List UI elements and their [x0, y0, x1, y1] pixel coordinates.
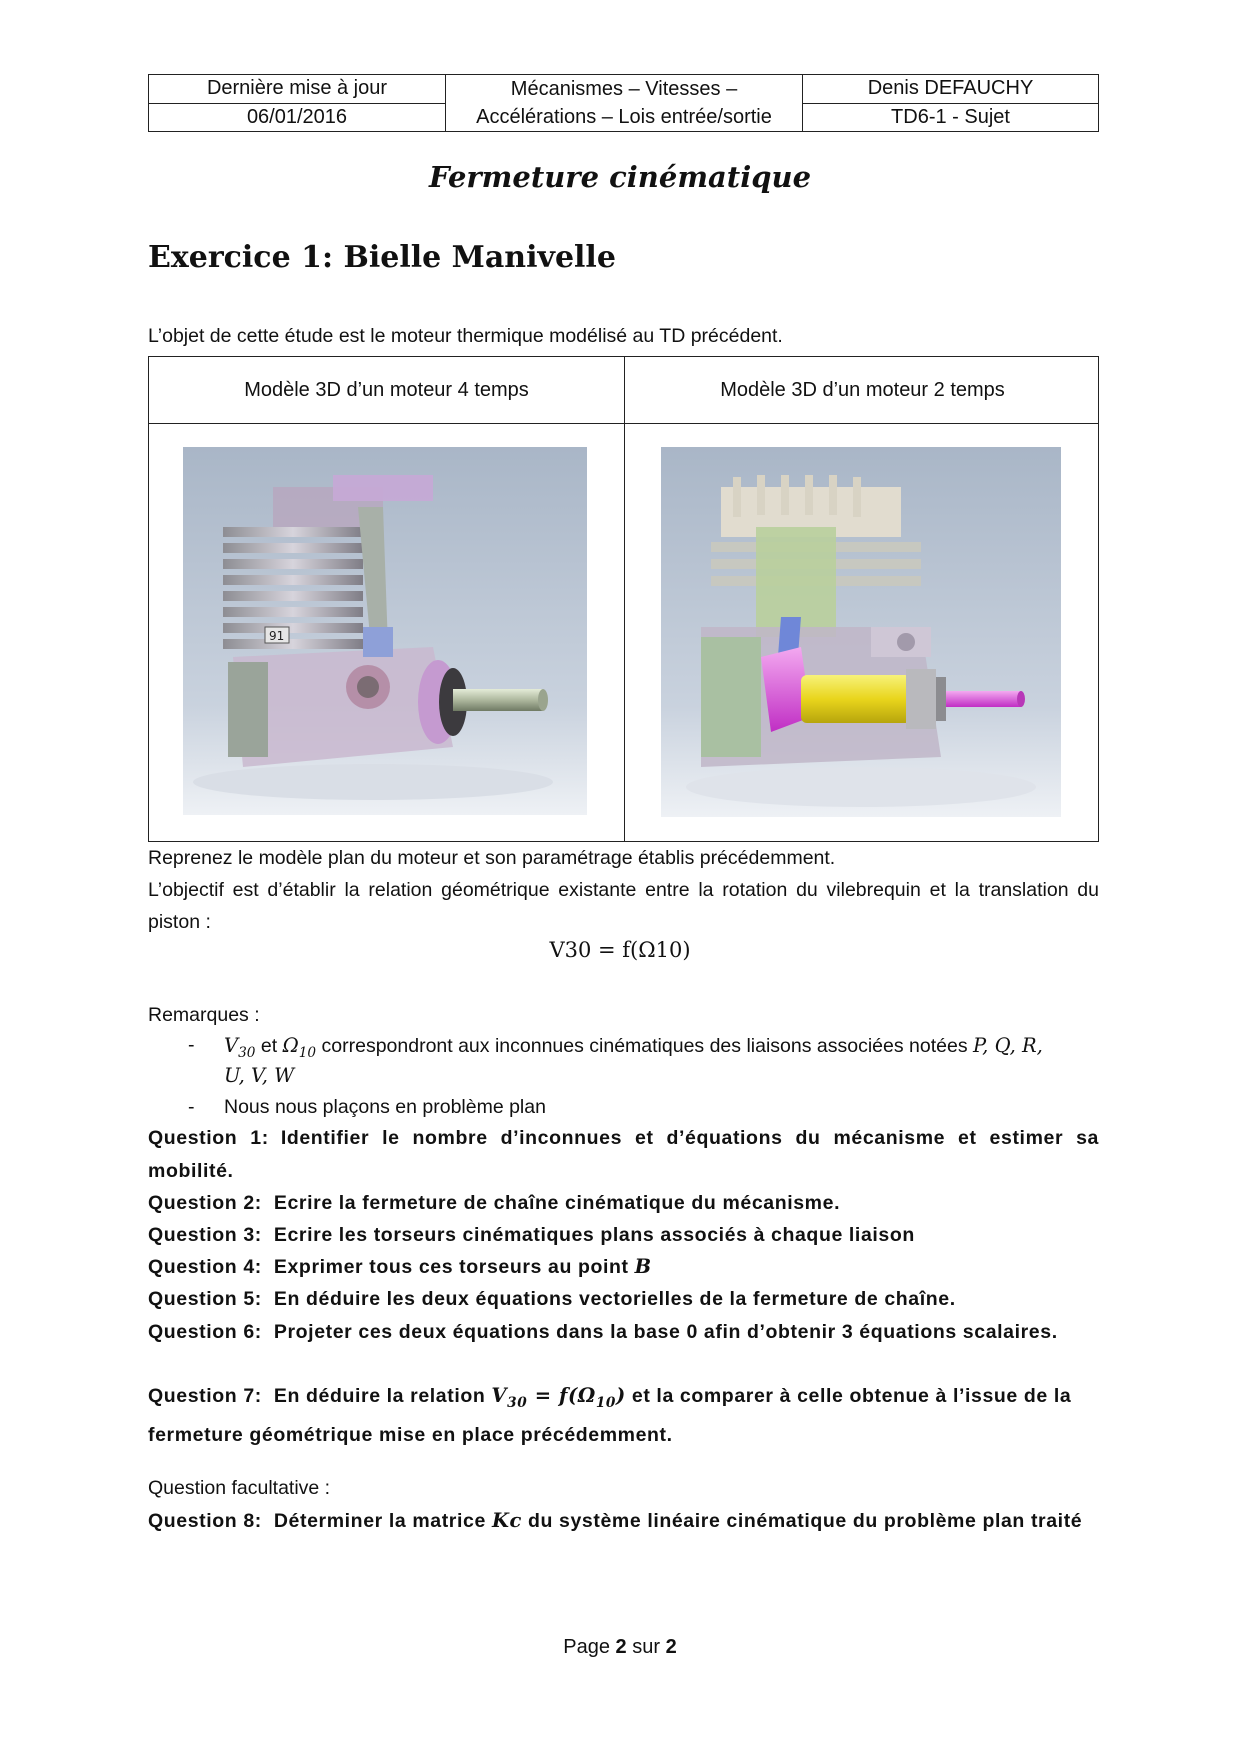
- body-line-2: L’objectif est d’établir la relation géométrique existante entre la rotation du vilebrequin et la translation du piston :: [148, 879, 1099, 933]
- remark-and: et: [260, 1035, 278, 1057]
- body-line-1: Reprenez le modèle plan du moteur et son paramétrage établis précédemment.: [148, 847, 836, 869]
- remark-bullet-2: Nous nous plaçons en problème plan: [224, 1096, 546, 1118]
- update-date: 06/01/2016: [246, 105, 348, 128]
- remark-1-vars: P, Q, R,: [973, 1034, 1043, 1057]
- point-b: B: [634, 1255, 652, 1278]
- question-8: Question 8: Déterminer la matrice Kc du système linéaire cinématique du problème plan traité: [148, 1509, 1083, 1532]
- question-4: Question 4: Exprimer tous ces torseurs au point B: [148, 1255, 652, 1278]
- doc-ref: TD6-1 - Sujet: [891, 105, 1010, 128]
- engine-label: 91: [269, 629, 285, 643]
- question-2: Question 2: Ecrire la fermeture de chaîne cinématique du mécanisme.: [148, 1192, 841, 1214]
- header-col-author: [803, 75, 1098, 131]
- header-col-topic: [446, 75, 803, 131]
- topic-line-2: Accélérations – Lois entrée/sortie: [476, 106, 772, 128]
- author: Denis DEFAUCHY: [803, 75, 1098, 104]
- question-7: Question 7: En déduire la relation $V_{30} = f(\Omega_{10})$ et la comparer à celle obtenue à l’issue de la fermeture géométrique mise en place précédemment.: [148, 1384, 1072, 1447]
- header-col-update: [149, 75, 446, 131]
- page-footer: Page 2 sur 2: [563, 1636, 677, 1658]
- last-update-label: Dernière mise à jour: [149, 75, 445, 104]
- engine-4-stroke-image: [183, 447, 587, 815]
- bullet-dash-2: -: [188, 1096, 195, 1118]
- page-title: Fermeture cinématique: [428, 160, 812, 194]
- formula-text: V30 = f(Ω10): [549, 938, 691, 962]
- topic-line-1: Mécanismes – Vitesses –: [510, 78, 738, 100]
- question-1: Question 1: Identifier le nombre d’inconnues et d’équations du mécanisme et estimer sa mobilité.: [148, 1127, 1099, 1182]
- remark-1-vars-2: U, V, W: [224, 1064, 295, 1087]
- page-number: 2: [615, 1636, 627, 1658]
- remarks-title: Remarques :: [148, 1004, 260, 1026]
- caption-2-stroke: Modèle 3D d’un moteur 2 temps: [720, 379, 1005, 401]
- exercise-title: Exercice 1: Bielle Manivelle: [148, 240, 616, 275]
- page-total: 2: [665, 1636, 677, 1658]
- figure-table: [148, 356, 1099, 842]
- intro-text: L’objet de cette étude est le moteur thermique modélisé au TD précédent.: [148, 325, 783, 347]
- remark-1-text: correspondront aux inconnues cinématiques des liaisons associées notées: [321, 1035, 968, 1057]
- optional-label: Question facultative :: [148, 1477, 331, 1499]
- main-formula: [0, 938, 1240, 962]
- q7-formula: $V_{30} = f(\Omega_{10})$: [491, 1384, 626, 1411]
- question-6: Question 6: Projeter ces deux équations dans la base 0 afin d’obtenir 3 équations scalaires.: [148, 1321, 1058, 1343]
- question-5: Question 5: En déduire les deux équations vectorielles de la fermeture de chaîne.: [148, 1288, 956, 1310]
- engine-2-stroke-image: [661, 447, 1061, 817]
- bullet-dash-1: -: [188, 1034, 195, 1056]
- remark-bullet-1: $V_{30}$ et $\Omega_{10}$ correspondront aux inconnues cinématiques des liaisons associées notées P, Q, R,: [224, 1034, 1043, 1061]
- topic: [446, 75, 802, 131]
- question-3: Question 3: Ecrire les torseurs cinématiques plans associés à chaque liaison: [148, 1224, 915, 1246]
- header-table: [148, 74, 1099, 132]
- body-text: [148, 842, 1099, 938]
- kc-matrix: Kc: [491, 1509, 522, 1532]
- caption-4-stroke: Modèle 3D d’un moteur 4 temps: [244, 379, 529, 401]
